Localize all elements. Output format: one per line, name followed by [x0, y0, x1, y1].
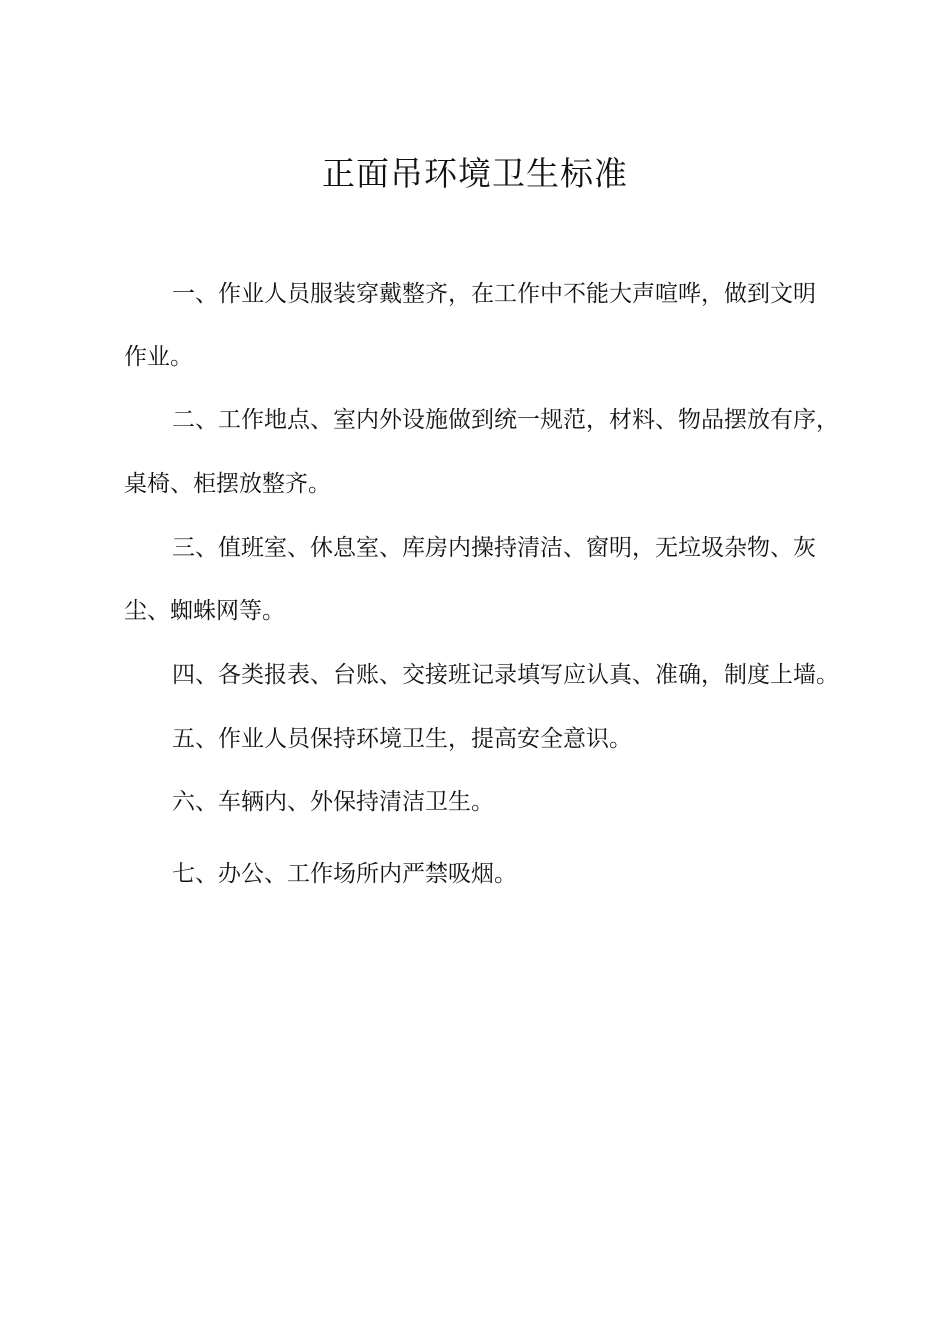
paragraph-1-line-1: 一、作业人员服装穿戴整齐，在工作中不能大声喧哗，做到文明	[172, 281, 816, 307]
paragraph-3-line-2: 尘、蜘蛛网等。	[124, 598, 285, 624]
paragraph-2-line-1: 二、工作地点、室内外设施做到统一规范，材料、物品摆放有序，	[172, 407, 839, 433]
paragraph-7-line-1: 七、办公、工作场所内严禁吸烟。	[172, 861, 517, 887]
paragraph-6-line-1: 六、车辆内、外保持清洁卫生。	[172, 789, 494, 815]
paragraph-2-line-2: 桌椅、柜摆放整齐。	[124, 471, 331, 497]
paragraph-1-line-2: 作业。	[124, 344, 193, 370]
document-title: 正面吊环境卫生标准	[322, 154, 628, 193]
paragraph-3-line-1: 三、值班室、休息室、库房内操持清洁、窗明，无垃圾杂物、灰	[172, 535, 816, 561]
paragraph-4-line-1: 四、各类报表、台账、交接班记录填写应认真、准确，制度上墙。	[172, 662, 839, 688]
paragraph-5-line-1: 五、作业人员保持环境卫生，提高安全意识。	[172, 726, 632, 752]
